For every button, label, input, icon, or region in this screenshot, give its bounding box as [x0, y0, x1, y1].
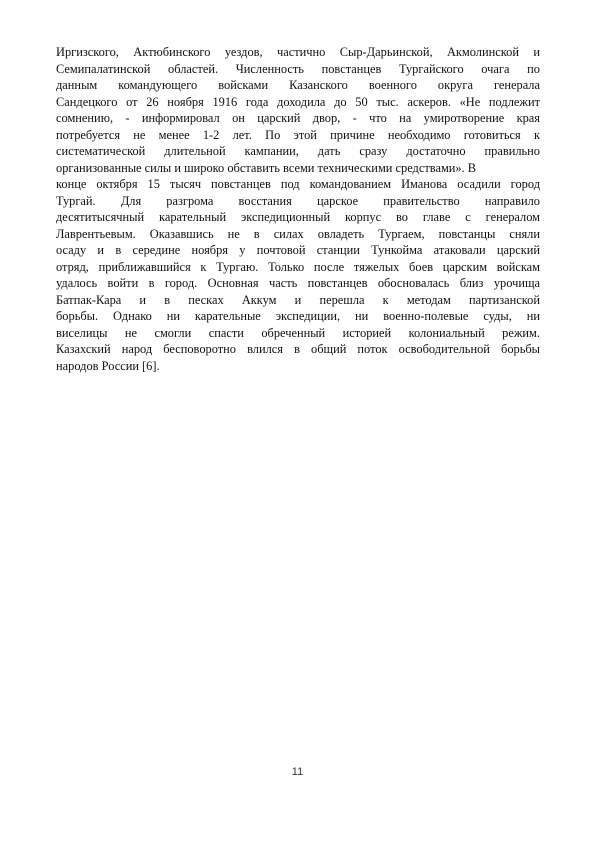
text-line: народов России [6].: [56, 358, 160, 373]
page-number: 11: [291, 766, 304, 778]
text-line: Иргизского, Актюбинского уездов, частично Сыр-Дарьинской, Акмолинской и: [56, 45, 540, 59]
text-line: Тургай. Для разгрома восстания царское правительство направило: [56, 193, 540, 208]
text-line: потребуется не менее 1-2 лет. По этой причине необходимо готовиться к: [56, 127, 540, 142]
text-line: сомнению, - информировал он царский двор, - что на умиротворение края: [56, 111, 540, 125]
text-line: удалось войти в город. Основная часть повстанцев обосновалась близ урочища: [56, 276, 540, 290]
text-line: Лаврентьевым. Оказавшись не в силах овладеть Тургаем, повстанцы сняли: [56, 226, 540, 241]
text-line: Батпак-Кара и в песках Аккум и перешла к методам партизанской: [56, 292, 540, 307]
text-line: данным командующего войсками Казанского военного округа генерала: [56, 78, 540, 92]
text-line: борьбы. Однако ни карательные экспедиции, ни военно-полевые суды, ни: [56, 309, 540, 323]
text-line: отряд, приближавшийся к Тургаю. Только после тяжелых боев царским войскам: [56, 259, 540, 274]
body-text: [56, 44, 540, 374]
text-line: осаду и в середине ноября у почтовой станции Тункойма атаковали царский: [56, 243, 540, 257]
text-line: организованные силы и широко обставить всеми техническими средствами». В: [56, 160, 477, 175]
text-line: десятитысячный карательный экспедиционный корпус во главе с генералом: [56, 210, 540, 224]
text-line: виселицы не смогли спасти обреченный историей колониальный режим.: [56, 325, 540, 340]
text-line: Казахский народ бесповоротно влился в общий поток освободительной борьбы: [56, 342, 540, 356]
text-line: Семипалатинской областей. Численность повстанцев Тургайского очага по: [56, 61, 540, 76]
text-line: систематической длительной кампании, дать сразу достаточно правильно: [56, 144, 540, 158]
text-line: Сандецкого от 26 ноября 1916 года доходила до 50 тыс. аскеров. «Не подлежит: [56, 94, 540, 109]
text-line: конце октября 15 тысяч повстанцев под командованием Иманова осадили город: [56, 177, 540, 191]
